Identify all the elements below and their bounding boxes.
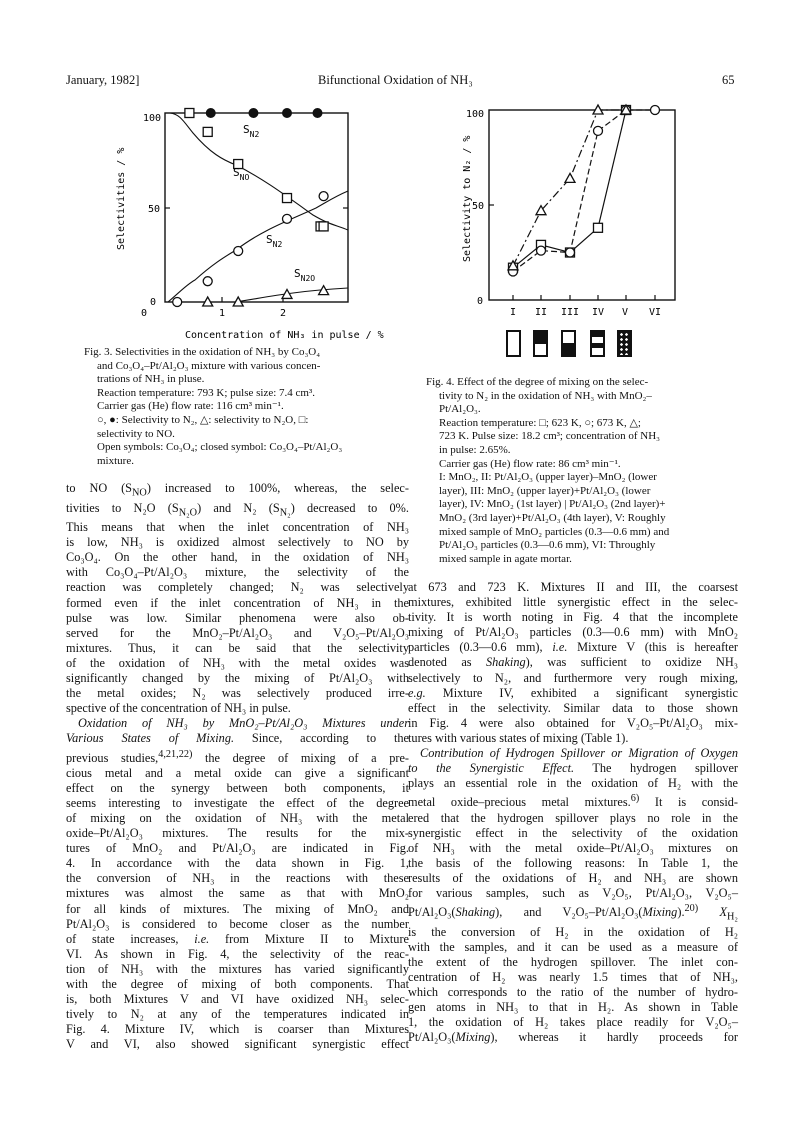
text-line: significantly changed by the mixing of Pt/Al₂O₃ with xyxy=(66,671,409,686)
body-text-left xyxy=(66,481,409,1052)
fig3-xtick-0: 0 xyxy=(141,308,148,319)
fig4-caption xyxy=(426,376,716,566)
text-line: of NH₃ with the metal oxide–Pt/Al₂O₃ mixtures on xyxy=(408,840,738,855)
fig3-label-sn2-top: $S_{N2}$ xyxy=(243,123,260,139)
fig4-xtick-VI: VI xyxy=(649,307,662,318)
fig4-ytick-0: 0 xyxy=(477,296,484,307)
text-line: which corresponds to the ratio of the number of hydro- xyxy=(408,985,738,1000)
text-line: mixing of Pt/Al₂O₃ particles (0.3—0.6 mm) with MnO₂ xyxy=(408,625,738,640)
text-line: denoted as Shaking), was sufficient to oxidize NH₃ xyxy=(408,655,738,670)
text-line: synergistic effect in the selectivity of the oxidation xyxy=(408,825,738,840)
fig3-ytick-0: 0 xyxy=(150,297,157,308)
text-line: reaction was completely changed; N₂ was selectively xyxy=(66,580,409,595)
text-line: the metal oxides; N₂ was selectively produced irre- xyxy=(66,686,409,701)
text-line: is the conversion of H₂ in the oxidation of H₂ xyxy=(408,924,738,939)
text-line: to NO $(S_{NO})$ increased to 100%, whereas, the selec- xyxy=(66,481,409,499)
text-line: is low, NH₃ is oxidized almost selectively to NO by xyxy=(66,535,409,550)
fig4-series-line-triangle xyxy=(513,110,626,266)
fig3-point-circle xyxy=(319,192,328,201)
caption-line: tivity to N₂ in the oxidation of NH₃ with MnO₂– xyxy=(439,389,652,402)
header-left: January, 1982] xyxy=(66,73,140,87)
caption-line: Reaction temperature: □; 623 K, ○; 673 K, △; xyxy=(439,416,641,429)
fig4-xtick-IV: IV xyxy=(592,307,605,318)
caption-line: I: MnO₂, II: Pt/Al₂O₃ (upper layer)–MnO₂ (lower xyxy=(439,471,657,484)
caption-line: Fig. 3. Selectivities in the oxidation of NH₃ by Co₃O₄ xyxy=(84,346,321,358)
fig3-point-filled-circle xyxy=(206,109,215,118)
fig3-point-circle xyxy=(283,214,292,223)
text-line: previous studies,$^{4,21,22)}$ the degree of mixing of a pre- xyxy=(66,748,409,765)
fig4-point-triangle xyxy=(565,173,575,182)
text-line: tivity. It is worth noting in Fig. 4 that the incomplete xyxy=(408,610,738,625)
text-line: tion of NH₃ with the mixtures has varied significantly xyxy=(66,961,409,976)
fig4-series-line-square xyxy=(513,110,626,268)
text-line: the extent of the hydrogen spillover. The inlet con- xyxy=(408,954,738,969)
fig4-point-circle xyxy=(594,126,603,135)
fig4-xtick-II: II xyxy=(535,307,548,318)
fig3-ytick-100: 100 xyxy=(143,113,162,124)
fig3-caption xyxy=(84,346,384,468)
text-line: served for the MnO₂–Pt/Al₂O₃ and V₂O₅–Pt/Al₂O₃ xyxy=(66,625,409,640)
page-number: 65 xyxy=(722,73,735,87)
caption-line: MnO₂ (3rd layer)+Pt/Al₂O₃ (4th layer), V: Roughly xyxy=(439,511,666,524)
fig3-point-filled-circle xyxy=(313,109,322,118)
text-line: centration of H₂ was nearly 1.5 times that of NH₃, xyxy=(408,969,738,984)
caption-line: Open symbols: Co₃O₄; closed symbol: Co₃O₄–Pt/Al₂O₃ xyxy=(97,441,343,454)
fig3-point-circle xyxy=(234,246,243,255)
header-title: Bifunctional Oxidation of NH₃ xyxy=(318,73,473,87)
fig3-label-sn2-mid: $S_{N2}$ xyxy=(266,233,283,249)
fig4-point-circle xyxy=(537,246,546,255)
fig4-point-circle xyxy=(566,248,575,257)
text-line: gen atoms in NH₃ to that in H₂. As shown in Table xyxy=(408,1000,738,1015)
text-line: effect on the synergy between both components, it xyxy=(66,780,409,795)
text-line: VI. As shown in Fig. 4, the selectivity of the reac- xyxy=(66,946,409,961)
fig4-chart xyxy=(448,100,708,325)
caption-line: Carrier gas (He) flow rate: 116 cm³ min⁻¹. xyxy=(97,400,284,413)
text-line: to the Synergistic Effect. The hydrogen spillover xyxy=(408,761,738,776)
text-line: e.g. Mixture IV, exhibited a significant synergistic xyxy=(408,685,738,700)
text-line: Pt/Al₂O₃(Mixing), whereas it hardly proceeds for xyxy=(408,1030,738,1045)
text-line: in Fig. 4 were also obtained for V₂O₅–Pt/Al₂O₃ mix- xyxy=(408,715,738,730)
text-line: the basis of the following reasons: In Table 1, the xyxy=(408,855,738,870)
text-line: plays an essential role in the oxidation of H₂ with the xyxy=(408,776,738,791)
text-line: Co₃O₄. On the other hand, in the oxidation of NH₃ xyxy=(66,550,409,565)
text-line: is, both Mixtures V and VI have oxidized NH₃ selec- xyxy=(66,992,409,1007)
text-line: the conversion of NH₃ in the reactions with these xyxy=(66,871,409,886)
body-text-right xyxy=(408,580,738,1045)
text-line: with Co₃O₄–Pt/Al₂O₃ mixture, the selectivity of the xyxy=(66,565,409,580)
caption-line: Pt/Al₂O₃ particles (0.3—0.6 mm), VI: Throughly xyxy=(439,539,656,552)
text-line: seems interesting to investigate the effect of the degree xyxy=(66,795,409,810)
text-line: spective of the concentration of NH₃ in pulse. xyxy=(66,701,291,716)
fig3-xtick-2: 2 xyxy=(280,308,287,319)
fig3-point-circle xyxy=(173,298,182,307)
text-line: 4. In accordance with the data shown in Fig. 1, xyxy=(66,856,409,871)
fig3-point-square xyxy=(185,109,194,118)
caption-line: in pulse: 2.65%. xyxy=(439,443,511,456)
text-line: Pt/Al₂O₃ is considered to become closer as the number xyxy=(66,916,409,931)
caption-line: mixture. xyxy=(97,454,134,467)
fig3-xtick-1: 1 xyxy=(219,308,226,319)
caption-line: mixed sample in agate mortar. xyxy=(439,552,572,565)
fig4-ytick-50: 50 xyxy=(472,201,485,212)
caption-line: Pt/Al₂O₃. xyxy=(439,403,481,416)
text-line: tures of MnO₂ and Pt/Al₂O₃ are indicated in Fig. xyxy=(66,841,409,856)
text-line: Contribution of Hydrogen Spillover or Migration of Oxygen xyxy=(420,746,738,761)
text-line: tures with various states of mixing (Table 1). xyxy=(408,730,629,745)
text-line: of mixing on the oxidation of NH₃ with the metal xyxy=(66,810,409,825)
text-line: Fig. 4. Mixture IV, which is coarser than Mixtures xyxy=(66,1022,409,1037)
fig3-chart xyxy=(100,105,480,355)
text-line: tivities to N₂O $(S_{N_2O})$ and N₂ $(S_{N_2})$ decreased to 0%. xyxy=(66,500,409,518)
caption-line: Reaction temperature: 793 K; pulse size: 7.4 cm³. xyxy=(97,386,316,399)
fig4-xtick-V: V xyxy=(622,307,629,318)
text-line: with the degree of mixing of both components. That xyxy=(66,977,409,991)
text-line: mixtures, exhibited little synergistic effect in the selec- xyxy=(408,595,738,610)
text-line: 1, the oxidation of H₂ takes place readily for V₂O₅– xyxy=(408,1015,738,1030)
fig4-ytick-100: 100 xyxy=(466,109,485,120)
fig3-point-square xyxy=(319,222,328,231)
mixing-icon-V xyxy=(617,330,632,357)
text-line: tively to N₂ at any of the temperatures indicated in xyxy=(66,1007,409,1022)
mixing-icon-I xyxy=(506,330,521,357)
caption-line: trations of NH₃ in pluse. xyxy=(97,373,205,386)
caption-line: ○, ●: Selectivity to N₂, △: selectivity to N₂O, □: xyxy=(97,413,309,426)
caption-line: Fig. 4. Effect of the degree of mixing on the selec- xyxy=(426,376,649,388)
mixing-icon-III xyxy=(561,330,576,357)
text-line: for all kinds of mixtures. The mixing of MnO₂ and xyxy=(66,901,409,916)
text-line: mixtures was almost the same as that with MnO₂ xyxy=(66,886,409,901)
fig3-point-square xyxy=(203,127,212,136)
text-line: selectively to N₂, and furthermore very rough mixing, xyxy=(408,670,738,685)
fig3-ytick-50: 50 xyxy=(148,204,161,215)
text-line: formed even if the inlet concentration of NH₃ in the xyxy=(66,595,409,610)
text-line: results of the oxidations of H₂ and NH₃ are shown xyxy=(408,870,738,885)
text-line: particles (0.3—0.6 mm), i.e. Mixture V (this is hereafter xyxy=(408,640,739,655)
text-line: with the samples, and it can be used as a measure of xyxy=(408,939,738,954)
text-line: of state increases, i.e. from Mixture II to Mixture xyxy=(66,931,410,946)
text-line: effect in the selectivity. Similar data to those shown xyxy=(408,700,738,715)
text-line: V and VI, also showed significant synergistic effect xyxy=(66,1037,409,1052)
text-line: oxide–Pt/Al₂O₃ mixtures. The results for the mix- xyxy=(66,826,409,841)
text-line: This means that when the inlet concentration of NH₃ xyxy=(66,520,409,535)
caption-line: Carrier gas (He) flow rate: 86 cm³ min⁻¹. xyxy=(439,457,621,470)
fig3-point-square xyxy=(283,194,292,203)
fig3-x-label: Concentration of NH₃ in pulse / % xyxy=(185,330,384,341)
fig3-point-filled-circle xyxy=(249,109,258,118)
text-line: Various States of Mixing. Since, according to the xyxy=(66,731,409,746)
caption-line: 723 K. Pulse size: 18.2 cm³; concentration of NH₃ xyxy=(439,430,660,443)
text-line: mixtures. Thus, it can be said that the selectivity xyxy=(66,640,409,655)
caption-line: and Co₃O₄–Pt/Al₂O₃ mixture with various concen- xyxy=(97,359,321,372)
fig4-series-line-circle xyxy=(513,110,655,272)
fig4-point-square xyxy=(594,223,603,232)
mixing-icon-II xyxy=(533,330,548,357)
fig4-xtick-III: III xyxy=(561,307,580,318)
caption-line: mixed sample of MnO₂ particles (0.3—0.6 mm) and xyxy=(439,525,670,538)
caption-line: selectivity to NO. xyxy=(97,427,175,440)
fig4-xtick-I: I xyxy=(510,307,517,318)
text-line: pulse was low. Similar phenomena were also ob- xyxy=(66,610,409,625)
fig3-point-circle xyxy=(203,277,212,286)
fig4-y-label: Selectivity to N₂ / % xyxy=(462,135,473,262)
caption-line: layer), III: MnO₂ (upper layer)+Pt/Al₂O₃ (lower xyxy=(439,484,651,497)
fig4-point-circle xyxy=(651,106,660,115)
fig3-point-filled-circle xyxy=(283,109,292,118)
text-line: metal oxide–precious metal mixtures.$^{6)}$ It is consid- xyxy=(408,793,738,810)
mixing-icon-IV xyxy=(590,330,605,357)
text-line: of the oxidation of NH₃ with the metal oxides was xyxy=(66,655,409,670)
text-line: cious metal and a metal oxide can give a significant xyxy=(66,765,409,780)
fig3-label-sn2o: $S_{N2O}$ xyxy=(294,267,316,283)
text-line: ered that the hydrogen spillover plays no role in the xyxy=(408,810,738,825)
text-line: for various samples, such as V₂O₅, Pt/Al₂O₃, V₂O₅– xyxy=(408,885,738,900)
caption-line: layer), IV: MnO₂ (1st layer) | Pt/Al₂O₃ (2nd layer)+ xyxy=(439,498,666,511)
fig3-label-sno: $S_{NO}$ xyxy=(233,166,250,182)
text-line: Oxidation of NH₃ by MnO₂–Pt/Al₂O₃ Mixtures under xyxy=(78,716,409,731)
text-line: at 673 and 723 K. Mixtures II and III, the coarsest xyxy=(408,580,738,594)
text-line: Pt/Al₂O₃(Shaking), and V₂O₅–Pt/Al₂O₃(Mixing).$^{20)}$ $X_{H_2}$ xyxy=(408,903,739,923)
fig3-y-label: Selectivities / % xyxy=(116,147,127,250)
